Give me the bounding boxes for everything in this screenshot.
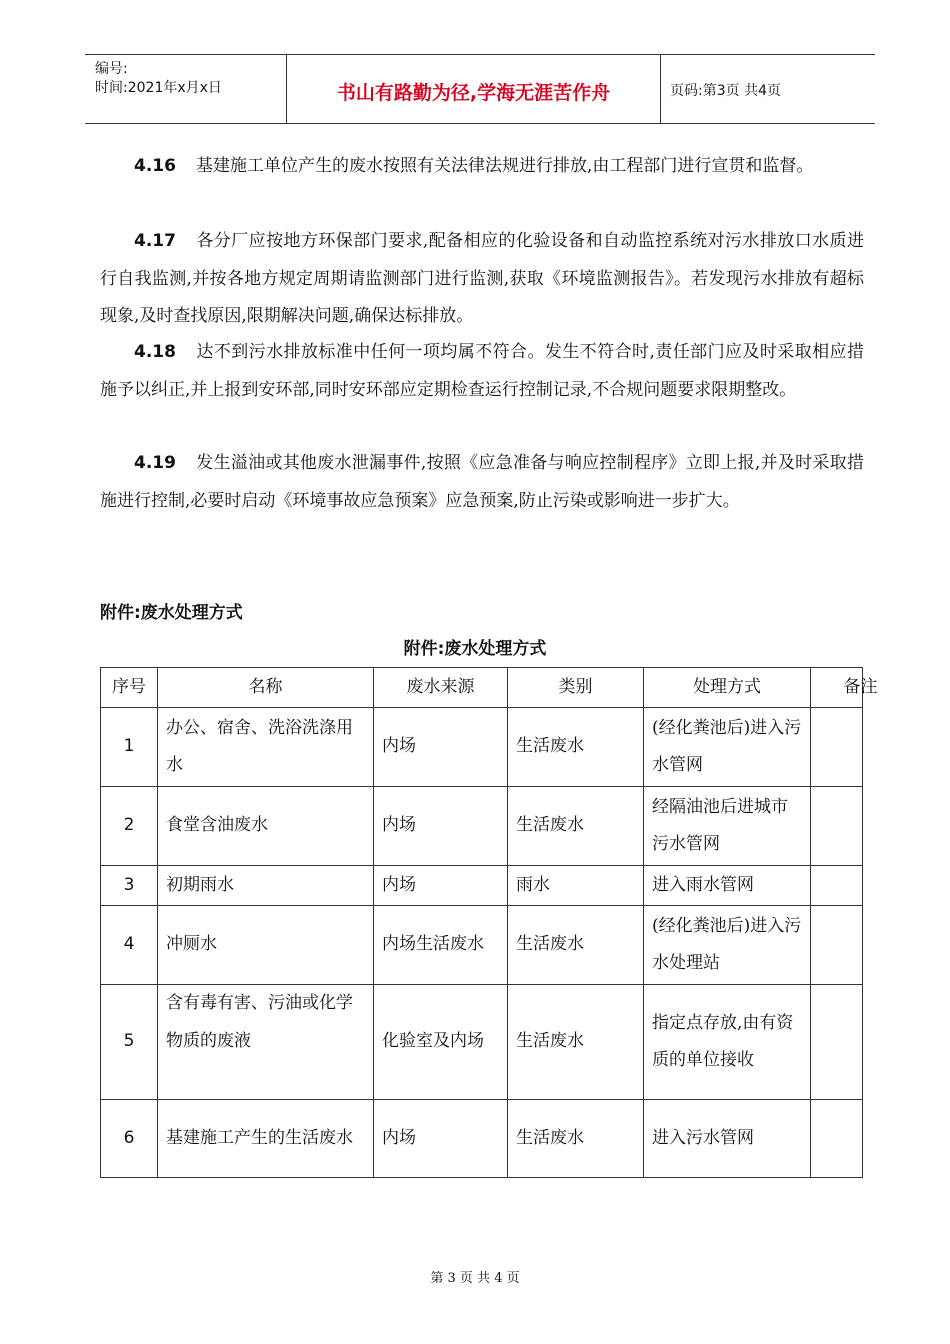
- clause-4-18: [100, 334, 864, 409]
- cell-method: 进入雨水管网: [644, 866, 811, 906]
- cell-name: 初期雨水: [158, 866, 374, 906]
- cell-name: 办公、宿舍、洗浴洗涤用水: [158, 708, 374, 787]
- cell-type: 生活废水: [508, 1100, 644, 1178]
- header-motto-cell: [286, 55, 661, 123]
- table-row: [101, 1100, 863, 1178]
- clause-number: 4.19: [134, 453, 176, 473]
- cell-source: 化验室及内场: [374, 985, 508, 1100]
- col-header-index: 序号: [101, 668, 158, 708]
- cell-index: 2: [101, 787, 158, 866]
- note-header-text: 备注: [843, 676, 878, 697]
- col-header-type: 类别: [508, 668, 644, 708]
- header-meta: [85, 55, 286, 123]
- cell-name: 食堂含油废水: [158, 787, 374, 866]
- cell-name: 基建施工产生的生活废水: [158, 1100, 374, 1178]
- table-row: [101, 866, 863, 906]
- clause-4-17: [100, 223, 864, 336]
- cell-index: 3: [101, 866, 158, 906]
- attachment-heading: 附件:废水处理方式: [100, 603, 243, 623]
- col-header-note: [811, 668, 878, 708]
- clause-text: 各分厂应按地方环保部门要求,配备相应的化验设备和自动监控系统对污水排放口水质进行自我监测,并按各地方规定周期请监测部门进行监测,获取《环境监测报告》。若发现污水排放有超标现象,及时查找原因,限期解决问题,确保达标排放。: [100, 231, 864, 326]
- cell-index: 1: [101, 708, 158, 787]
- cell-type: 生活废水: [508, 985, 644, 1100]
- cell-name: 冲厕水: [158, 906, 374, 985]
- cell-method: 经隔油池后进城市污水管网: [644, 787, 811, 866]
- table-row: [101, 708, 863, 787]
- cell-note: [811, 985, 863, 1100]
- wastewater-table: [100, 667, 878, 1178]
- clause-text: 发生溢油或其他废水泄漏事件,按照《应急准备与响应控制程序》立即上报,并及时采取措施进行控制,必要时启动《环境事故应急预案》应急预案,防止污染或影响进一步扩大。: [100, 453, 864, 511]
- cell-type: 生活废水: [508, 787, 644, 866]
- cell-type: 生活废水: [508, 708, 644, 787]
- cell-name: 含有毒有害、污油或化学物质的废液: [158, 985, 374, 1100]
- cell-note: [811, 708, 863, 787]
- col-header-source: 废水来源: [374, 668, 508, 708]
- table-row: [101, 985, 863, 1100]
- table-header-row: [101, 668, 863, 708]
- table-title: 附件:废水处理方式: [403, 639, 547, 659]
- cell-method: 进入污水管网: [644, 1100, 811, 1178]
- cell-source: 内场: [374, 866, 508, 906]
- cell-source: 内场生活废水: [374, 906, 508, 985]
- col-header-method: 处理方式: [644, 668, 811, 708]
- clause-number: 4.16: [134, 156, 176, 176]
- clause-4-19: [100, 445, 864, 520]
- header-motto: 书山有路勤为径,学海无涯苦作舟: [336, 82, 611, 104]
- cell-method: (经化粪池后)进入污水处理站: [644, 906, 811, 985]
- clause-4-16: [100, 148, 864, 186]
- cell-source: 内场: [374, 1100, 508, 1178]
- cell-index: 5: [101, 985, 158, 1100]
- page-header: [85, 54, 875, 124]
- header-page-cell: [660, 55, 875, 123]
- cell-type: 生活废水: [508, 906, 644, 985]
- cell-note: [811, 1100, 863, 1178]
- table-row: [101, 906, 863, 985]
- document-number-label: 编号:: [95, 61, 128, 77]
- cell-type: 雨水: [508, 866, 644, 906]
- cell-index: 6: [101, 1100, 158, 1178]
- cell-note: [811, 787, 863, 866]
- cell-source: 内场: [374, 787, 508, 866]
- page-footer: 第 3 页 共 4 页: [430, 1271, 520, 1286]
- clause-text: 基建施工单位产生的废水按照有关法律法规进行排放,由工程部门进行宣贯和监督。: [195, 156, 814, 176]
- table-row: [101, 787, 863, 866]
- cell-method: (经化粪池后)进入污水管网: [644, 708, 811, 787]
- cell-note: [811, 906, 863, 985]
- document-time-label: 时间:2021年x月x日: [95, 80, 222, 96]
- clause-number: 4.17: [134, 231, 176, 251]
- cell-index: 4: [101, 906, 158, 985]
- col-header-name: 名称: [158, 668, 374, 708]
- cell-source: 内场: [374, 708, 508, 787]
- header-page-label: 页码:第3页 共4页: [670, 83, 781, 99]
- cell-method: 指定点存放,由有资质的单位接收: [644, 985, 811, 1100]
- cell-note: [811, 866, 863, 906]
- clause-text: 达不到污水排放标准中任何一项均属不符合。发生不符合时,责任部门应及时采取相应措施予以纠正,并上报到安环部,同时安环部应定期检查运行控制记录,不合规问题要求限期整改。: [100, 342, 864, 400]
- clause-number: 4.18: [134, 342, 176, 362]
